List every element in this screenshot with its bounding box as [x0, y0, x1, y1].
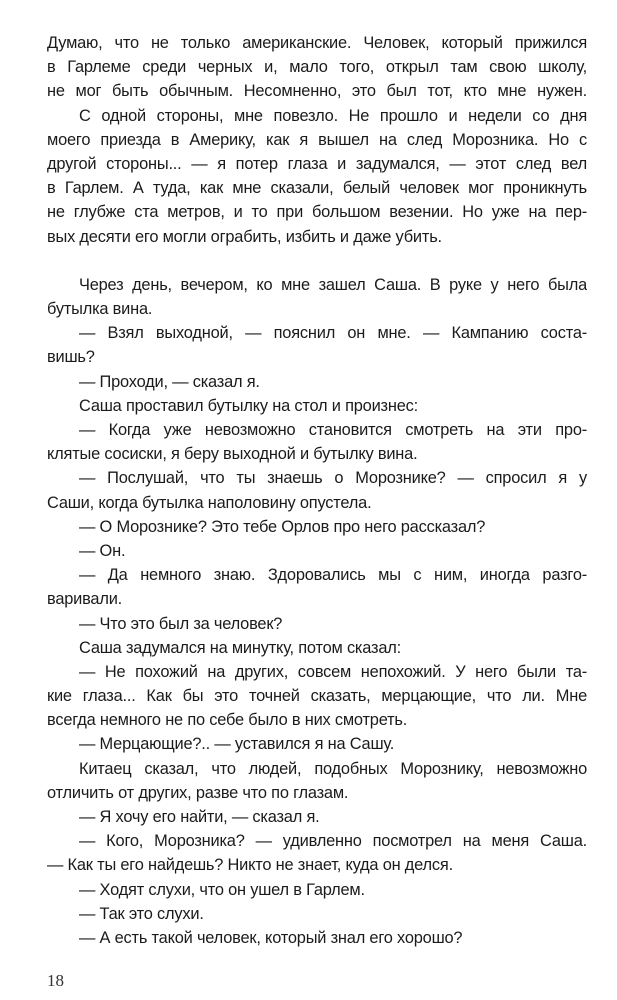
text-line: варивали.	[47, 590, 123, 609]
text-line: — А есть такой человек, который знал его хорошо?	[79, 928, 463, 947]
body-text	[47, 31, 587, 950]
text-line: не мог быть обычным. Несомненно, это был тот, кто мне нужен.	[47, 82, 587, 101]
text-line: — Он.	[79, 541, 126, 560]
text-line: — О Морознике? Это тебе Орлов про него рассказал?	[79, 517, 486, 536]
text-line: Саши, когда бутылка наполовину опустела.	[47, 493, 372, 512]
text-line: в Гарлеме среди черных и, мало того, открыл там свою школу,	[47, 58, 587, 77]
text-line: — Так это слухи.	[79, 904, 204, 923]
text-line: кие глаза... Как бы это точней сказать, мерцающие, что ли. Мне	[47, 687, 587, 706]
text-line: Через день, вечером, ко мне зашел Саша. В руке у него была	[79, 275, 587, 294]
text-line: Саша проставил бутылку на стол и произнес:	[79, 396, 418, 415]
text-line: отличить от других, разве что по глазам.	[47, 783, 349, 802]
text-line: — Я хочу его найти, — сказал я.	[79, 808, 320, 826]
text-line: — Ходят слухи, что он ушел в Гарлем.	[79, 880, 365, 899]
text-line: вых десяти его могли ограбить, избить и даже убить.	[47, 227, 442, 246]
text-line: вишь?	[47, 348, 95, 367]
text-line: в Гарлем. А туда, как мне сказали, белый человек мог проникнуть	[47, 179, 587, 198]
text-line: — Взял выходной, — пояснил он мне. — Кампанию соста-	[79, 324, 587, 343]
text-line: — Мерцающие?.. — уставился я на Сашу.	[79, 735, 395, 754]
text-line: бутылка вина.	[47, 300, 153, 319]
text-line: — Кого, Морозника? — удивленно посмотрел на меня Саша.	[79, 832, 587, 851]
text-line: не глубже ста метров, и то при большом везении. Но уже на пер-	[47, 203, 587, 222]
text-line: другой стороны... — я потер глаза и задумался, — этот след вел	[47, 154, 587, 173]
text-line: всегда немного не по себе было в них смотреть.	[47, 711, 408, 730]
text-line: — Да немного знаю. Здоровались мы с ним, иногда разго-	[79, 566, 587, 585]
text-line: Думаю, что не только американские. Человек, который прижился	[47, 34, 587, 52]
text-line: С одной стороны, мне повезло. Не прошло и недели со дня	[79, 106, 587, 125]
text-line: Саша задумался на минутку, потом сказал:	[79, 638, 401, 657]
page-number: 18	[47, 971, 64, 990]
text-line: клятые сосиски, я беру выходной и бутылку вина.	[47, 445, 418, 464]
text-line: — Послушай, что ты знаешь о Морознике? — спросил я у	[79, 469, 587, 488]
text-line: — Не похожий на других, совсем непохожий. У него были та-	[79, 662, 587, 681]
text-line: — Проходи, — сказал я.	[79, 372, 260, 391]
text-line: — Что это был за человек?	[79, 614, 283, 633]
text-line: моего приезда в Америку, как я вышел на след Морозника. Но с	[47, 130, 587, 149]
text-line: — Как ты его найдешь? Никто не знает, куда он делся.	[47, 856, 453, 875]
text-line: Китаец сказал, что людей, подобных Морознику, невозможно	[79, 759, 587, 778]
text-line: — Когда уже невозможно становится смотреть на эти про-	[79, 421, 587, 439]
